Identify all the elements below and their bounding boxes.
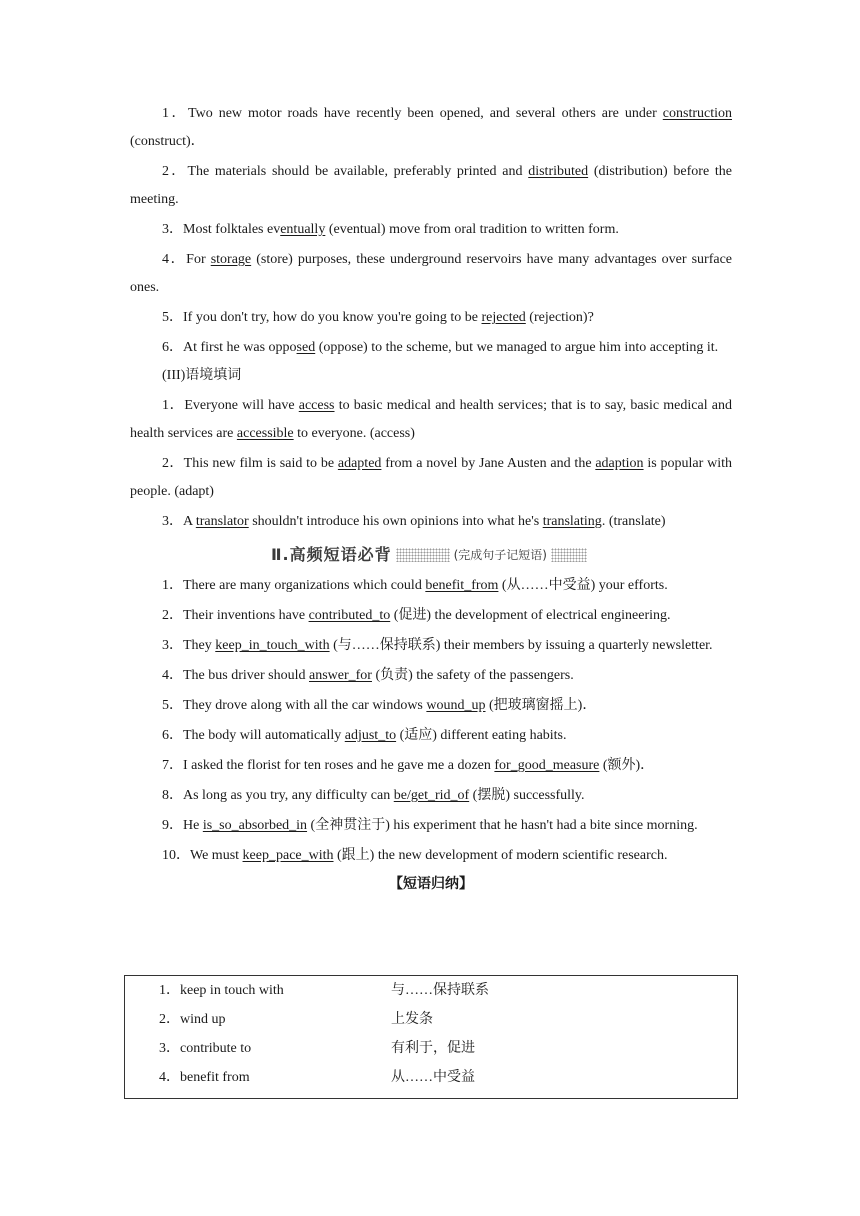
item-number: 1． <box>162 106 189 121</box>
item-text: A <box>183 514 196 529</box>
answer-blank: benefit_from <box>425 578 499 593</box>
item-text: (全神贯注于) his experiment that he hasn't had a bite since morning. <box>307 818 698 833</box>
item-number: 6． <box>162 340 183 355</box>
item-text: Everyone will have <box>184 398 299 413</box>
item-number: 10． <box>162 848 190 863</box>
answer-blank: adjust_to <box>344 728 397 743</box>
item-text: (rejection)? <box>525 310 594 325</box>
exercise-item <box>130 158 732 214</box>
item-text: (促进) the development of electrical engineering. <box>390 608 671 623</box>
item-number: 5． <box>162 310 183 325</box>
exercise-item <box>130 450 732 506</box>
item-number: 6． <box>162 728 183 743</box>
item-number: 4． <box>162 252 187 267</box>
banner-title: Ⅱ.高频短语必背 <box>271 545 392 564</box>
exercise-item <box>130 392 732 448</box>
answer-blank: be/get_rid_of <box>393 788 470 803</box>
summary-table <box>124 975 738 1099</box>
item-text: The bus driver should <box>183 668 309 683</box>
item-text: (oppose) to the scheme, but we managed to argue him into accepting it. <box>315 340 719 355</box>
phrase-item <box>130 812 732 840</box>
phrase-item <box>130 572 732 600</box>
exercise-item <box>130 508 732 536</box>
item-text: The materials should be available, preferably printed and <box>187 164 529 179</box>
item-text: shouldn't introduce his own opinions into what he's <box>248 514 543 529</box>
phrase-item <box>130 842 732 870</box>
answer-blank: sed <box>296 340 316 355</box>
item-number: 3． <box>162 638 183 653</box>
answer-blank: is_so_absorbed_in <box>202 818 308 833</box>
item-text: (store) purposes, these underground reservoirs have many advantages over surface ones. <box>130 252 733 295</box>
item-text: . (translate) <box>601 514 666 529</box>
exercise-item <box>130 304 732 332</box>
summary-phrase: 2．wind up <box>159 1012 226 1027</box>
item-text: There are many organizations which could <box>183 578 426 593</box>
item-text: (construct)． <box>130 134 205 149</box>
item-text: I asked the florist for ten roses and he gave me a dozen <box>183 758 495 773</box>
summary-meaning: 与……保持联系 <box>391 983 489 998</box>
summary-phrase: 3．contribute to <box>159 1041 252 1056</box>
answer-blank: keep_in_touch_with <box>215 638 330 653</box>
answer-blank: entually <box>280 222 326 237</box>
summary-meaning: 从……中受益 <box>391 1070 475 1085</box>
worksheet-content <box>130 100 732 898</box>
item-text: (额外)． <box>599 758 655 773</box>
answer-blank: translating <box>542 514 602 529</box>
answer-blank: adaption <box>595 456 644 471</box>
item-text: At first he was oppo <box>183 340 297 355</box>
answer-blank: rejected <box>481 310 526 325</box>
item-text: (负责) the safety of the passengers. <box>371 668 574 683</box>
summary-row <box>125 1034 737 1063</box>
phrase-item <box>130 602 732 630</box>
exercise-item <box>130 334 732 362</box>
answer-blank: construction <box>662 106 732 121</box>
item-text: If you don't try, how do you know you're going to be <box>183 310 482 325</box>
summary-row <box>125 976 737 1005</box>
phrase-item <box>130 722 732 750</box>
exercise-item <box>130 100 732 156</box>
summary-phrase: 4．benefit from <box>159 1070 250 1085</box>
item-number: 8． <box>162 788 183 803</box>
item-number: 9． <box>162 818 183 833</box>
item-number: 2． <box>162 456 184 471</box>
item-text: (distribution) before the meeting. <box>130 164 732 207</box>
item-text: Most folktales ev <box>183 222 281 237</box>
item-text: (摆脱) successfully. <box>469 788 585 803</box>
item-text: Two new motor roads have recently been opened, and several others are under <box>188 106 663 121</box>
item-text: to basic medical and health services; that is to say, basic medical and health services are <box>130 398 732 441</box>
section-heading: (III)语境填词 <box>162 368 242 383</box>
exercise-item <box>130 246 732 302</box>
item-text: is popular with people. (adapt) <box>130 456 732 499</box>
dotted-decoration <box>396 548 450 562</box>
item-text: This new film is said to be <box>183 456 338 471</box>
item-number: 7． <box>162 758 183 773</box>
banner-subtitle: (完成句子记短语) <box>453 548 547 562</box>
summary-meaning: 上发条 <box>391 1012 433 1027</box>
summary-row <box>125 1005 737 1034</box>
item-text: They <box>183 638 216 653</box>
phrase-item <box>130 782 732 810</box>
phrase-item <box>130 752 732 780</box>
phrase-item <box>130 662 732 690</box>
answer-blank: distributed <box>528 164 589 179</box>
item-number: 3． <box>162 514 183 529</box>
item-text: (跟上) the new development of modern scientific research. <box>333 848 668 863</box>
answer-blank: wound_up <box>426 698 486 713</box>
item-text: He <box>183 818 203 833</box>
item-text: We must <box>190 848 243 863</box>
summary-phrase: 1．keep in touch with <box>159 983 284 998</box>
answer-blank: answer_for <box>308 668 372 683</box>
summary-title: 【短语归纳】 <box>389 876 473 892</box>
item-text: (与……保持联系) their members by issuing a quarterly newsletter. <box>329 638 713 653</box>
item-text: (把玻璃窗摇上)． <box>485 698 597 713</box>
item-number: 1． <box>162 578 183 593</box>
item-number: 4． <box>162 668 183 683</box>
item-text: For <box>186 252 211 267</box>
answer-blank: for_good_measure <box>494 758 600 773</box>
summary-meaning: 有利于，促进 <box>391 1041 475 1056</box>
item-text: They drove along with all the car windows <box>183 698 427 713</box>
dotted-decoration <box>551 548 587 562</box>
answer-blank: keep_pace_with <box>242 848 334 863</box>
item-text: The body will automatically <box>183 728 345 743</box>
item-text: (从……中受益) your efforts. <box>498 578 668 593</box>
item-text: (适应) different eating habits. <box>396 728 567 743</box>
item-number: 5． <box>162 698 183 713</box>
answer-blank: adapted <box>337 456 382 471</box>
item-text: As long as you try, any difficulty can <box>183 788 394 803</box>
item-number: 2． <box>162 164 188 179</box>
item-text: (eventual) move from oral tradition to written form. <box>325 222 619 237</box>
item-number: 2． <box>162 608 183 623</box>
phrase-item <box>130 692 732 720</box>
exercise-item <box>130 216 732 244</box>
item-number: 3． <box>162 222 183 237</box>
answer-blank: contributed_to <box>308 608 391 623</box>
answer-blank: accessible <box>236 426 294 441</box>
item-text: to everyone. (access) <box>293 426 415 441</box>
section-banner <box>130 542 732 568</box>
summary-row <box>125 1063 737 1092</box>
item-number: 1． <box>162 398 185 413</box>
phrase-item <box>130 632 732 660</box>
item-text: from a novel by Jane Austen and the <box>381 456 596 471</box>
item-text: Their inventions have <box>183 608 309 623</box>
answer-blank: translator <box>195 514 249 529</box>
answer-blank: access <box>298 398 335 413</box>
answer-blank: storage <box>210 252 252 267</box>
